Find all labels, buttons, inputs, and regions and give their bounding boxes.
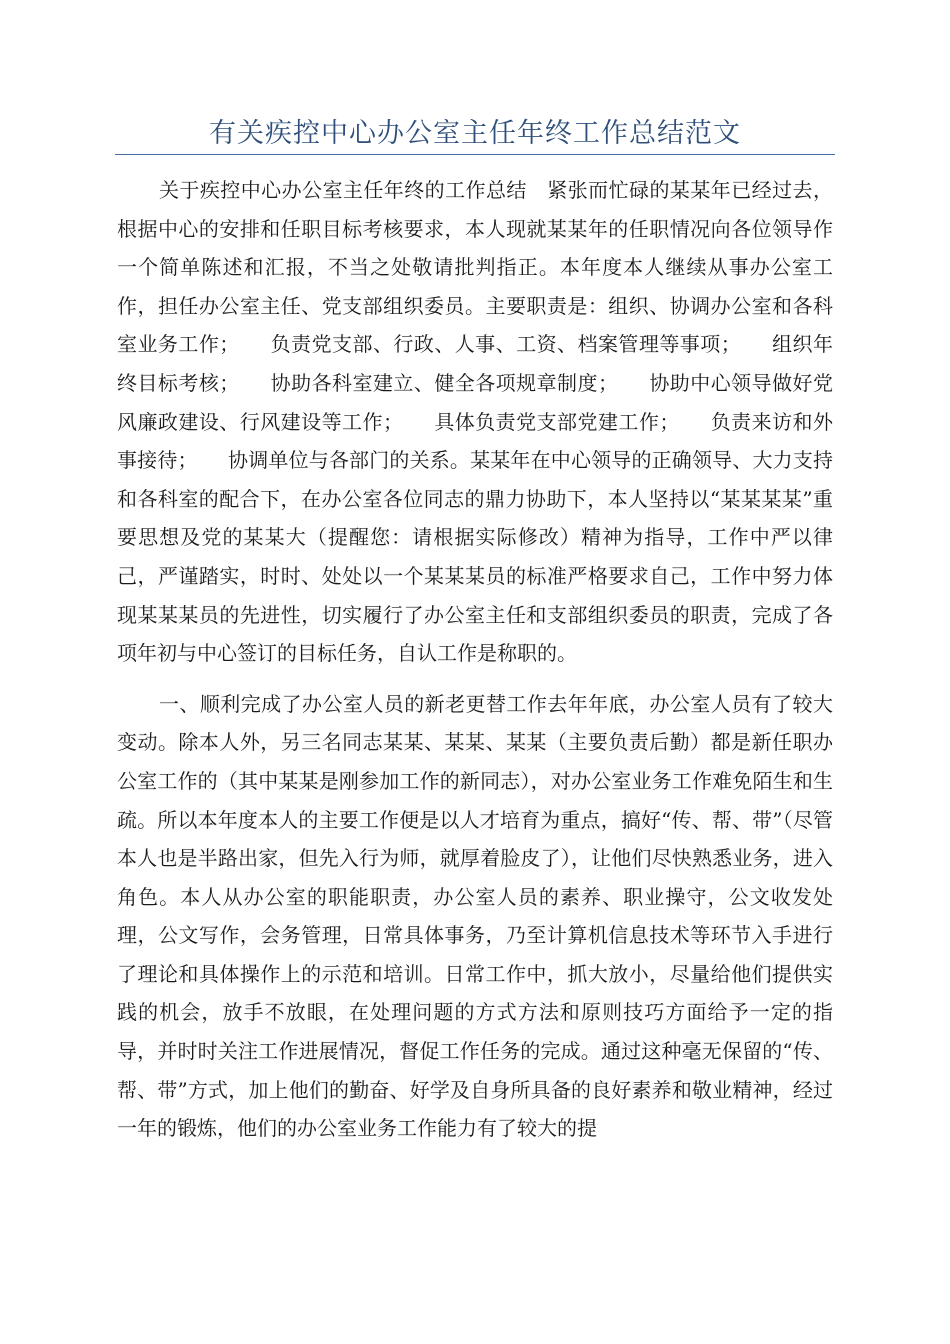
document-body [117,171,833,1160]
title-underline [115,154,835,155]
paragraph-section-one: 一、顺利完成了办公室人员的新老更替工作去年年底，办公室人员有了较大变动。除本人外，另三名同志某某、某某、某某（主要负责后勤）都是新任职办公室工作的（其中某某是刚参加工作的新同志），对办公室业务工作难免陌生和生疏。所以本年度本人的主要工作便是以人才培育为重点，搞好“传、帮、带”（尽管本人也是半路出家，但先入行为师，就厚着脸皮了），让他们尽快熟悉业务，进入角色。本人从办公室的职能职责，办公室人员的素养、职业操守，公文收发处理，公文写作，会务管理，日常具体事务，乃至计算机信息技术等环节入手进行了理论和具体操作上的示范和培训。日常工作中，抓大放小，尽量给他们提供实践的机会，放手不放眼，在处理问题的方式方法和原则技巧方面给予一定的指导，并时时关注工作进展情况，督促工作任务的完成。通过这种毫无保留的“传、帮、带”方式，加上他们的勤奋、好学及自身所具备的良好素养和敬业精神，经过一年的锻炼，他们的办公室业务工作能力有了较大的提 [117,691,833,1141]
paragraph-intro: 关于疾控中心办公室主任年终的工作总结 紧张而忙碌的某某年已经过去，根据中心的安排和任职目标考核要求，本人现就某某年的任职情况向各位领导作一个简单陈述和汇报，不当之处敬请批判指正。本年度本人继续从事办公室工作，担任办公室主任、党支部组织委员。主要职责是：组织、协调办公室和各科室业务工作； 负责党支部、行政、人事、工资、档案管理等事项； 组织年终目标考核； 协助各科室建立、健全各项规章制度； 协助中心领导做好党风廉政建设、行风建设等工作； 具体负责党支部党建工作； 负责来访和外事接待； 协调单位与各部门的关系。某某年在中心领导的正确领导、大力支持和各科室的配合下，在办公室各位同志的鼎力协助下，本人坚持以“某某某某”重要思想及党的某某大（提醒您：请根据实际修改）精神为指导，工作中严以律己，严谨踏实，时时、处处以一个某某某员的标准严格要求自己，工作中努力体现某某某员的先进性，切实履行了办公室主任和支部组织委员的职责，完成了各项年初与中心签订的目标任务，自认工作是称职的。 [117,178,833,666]
document-title: 有关疾控中心办公室主任年终工作总结范文 [209,118,741,149]
